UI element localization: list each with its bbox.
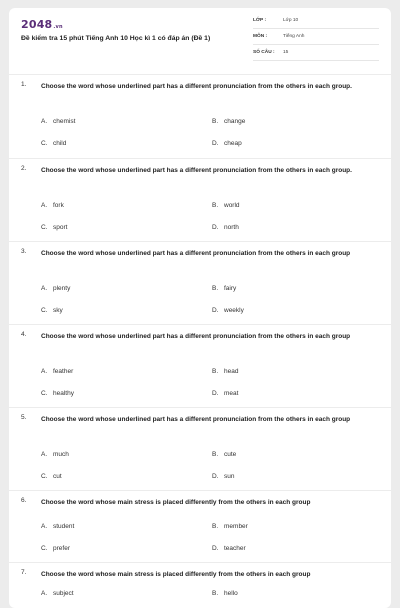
option-d[interactable]: D. north bbox=[212, 224, 239, 231]
question-number: 5. bbox=[21, 414, 27, 421]
divider bbox=[9, 407, 391, 408]
question-text: Choose the word whose underlined part has a different pronunciation from the others in each group. bbox=[41, 167, 352, 174]
question-text: Choose the word whose underlined part has a different pronunciation from the others in each group bbox=[41, 333, 351, 340]
meta-value: Tiếng Anh bbox=[283, 34, 305, 39]
divider bbox=[9, 74, 391, 75]
option-a[interactable]: A. fork bbox=[41, 202, 64, 209]
site-logo[interactable]: 2048.vn bbox=[21, 18, 63, 31]
question-number: 3. bbox=[21, 248, 27, 255]
option-c[interactable]: C. healthy bbox=[41, 390, 74, 397]
exam-meta bbox=[253, 17, 379, 65]
option-a[interactable]: A. student bbox=[41, 523, 75, 530]
option-b[interactable]: B. member bbox=[212, 523, 248, 530]
option-b[interactable]: B. world bbox=[212, 202, 240, 209]
meta-value: 15 bbox=[283, 50, 289, 55]
divider bbox=[9, 324, 391, 325]
question-text: Choose the word whose underlined part has a different pronunciation from the others in each group bbox=[41, 416, 351, 423]
option-a[interactable]: A. feather bbox=[41, 368, 74, 375]
option-c[interactable]: C. prefer bbox=[41, 545, 70, 552]
question-text: Choose the word whose underlined part has a different pronunciation from the others in each group bbox=[41, 250, 351, 257]
divider bbox=[9, 562, 391, 563]
option-b[interactable]: B. head bbox=[212, 368, 239, 375]
option-d[interactable]: D. teacher bbox=[212, 545, 246, 552]
option-a[interactable]: A. subject bbox=[41, 590, 74, 597]
question-number: 1. bbox=[21, 81, 27, 88]
meta-value: Lớp 10 bbox=[283, 18, 299, 23]
option-d[interactable]: D. cheap bbox=[212, 140, 242, 147]
meta-label: SỐ CÂU : bbox=[253, 50, 275, 55]
option-a[interactable]: A. plenty bbox=[41, 285, 71, 292]
option-c[interactable]: C. cut bbox=[41, 473, 62, 480]
option-b[interactable]: B. change bbox=[212, 118, 246, 125]
exam-sheet bbox=[9, 8, 391, 608]
question-text: Choose the word whose main stress is placed differently from the others in each group bbox=[41, 571, 311, 578]
divider bbox=[9, 490, 391, 491]
divider bbox=[9, 158, 391, 159]
exam-title: Đề kiểm tra 15 phút Tiếng Anh 10 Học kì 1 có đáp án (Đề 1) bbox=[21, 35, 211, 42]
option-a[interactable]: A. much bbox=[41, 451, 69, 458]
exam-header bbox=[9, 8, 391, 74]
meta-label: LỚP : bbox=[253, 18, 267, 23]
option-c[interactable]: C. sky bbox=[41, 307, 63, 314]
meta-row-class bbox=[253, 17, 379, 29]
option-b[interactable]: B. fairy bbox=[212, 285, 237, 292]
meta-row-count bbox=[253, 49, 379, 61]
question-number: 4. bbox=[21, 331, 27, 338]
option-d[interactable]: D. meat bbox=[212, 390, 239, 397]
option-c[interactable]: C. child bbox=[41, 140, 67, 147]
meta-label: MÔN : bbox=[253, 34, 268, 39]
option-c[interactable]: C. sport bbox=[41, 224, 68, 231]
divider bbox=[9, 241, 391, 242]
meta-row-subject bbox=[253, 33, 379, 45]
question-text: Choose the word whose underlined part has a different pronunciation from the others in each group. bbox=[41, 83, 352, 90]
option-d[interactable]: D. weekly bbox=[212, 307, 244, 314]
question-number: 2. bbox=[21, 165, 27, 172]
option-d[interactable]: D. sun bbox=[212, 473, 235, 480]
option-b[interactable]: B. hello bbox=[212, 590, 238, 597]
question-text: Choose the word whose main stress is placed differently from the others in each group bbox=[41, 499, 311, 506]
option-b[interactable]: B. cute bbox=[212, 451, 237, 458]
option-a[interactable]: A. chemist bbox=[41, 118, 76, 125]
question-number: 7. bbox=[21, 569, 27, 576]
question-number: 6. bbox=[21, 497, 27, 504]
